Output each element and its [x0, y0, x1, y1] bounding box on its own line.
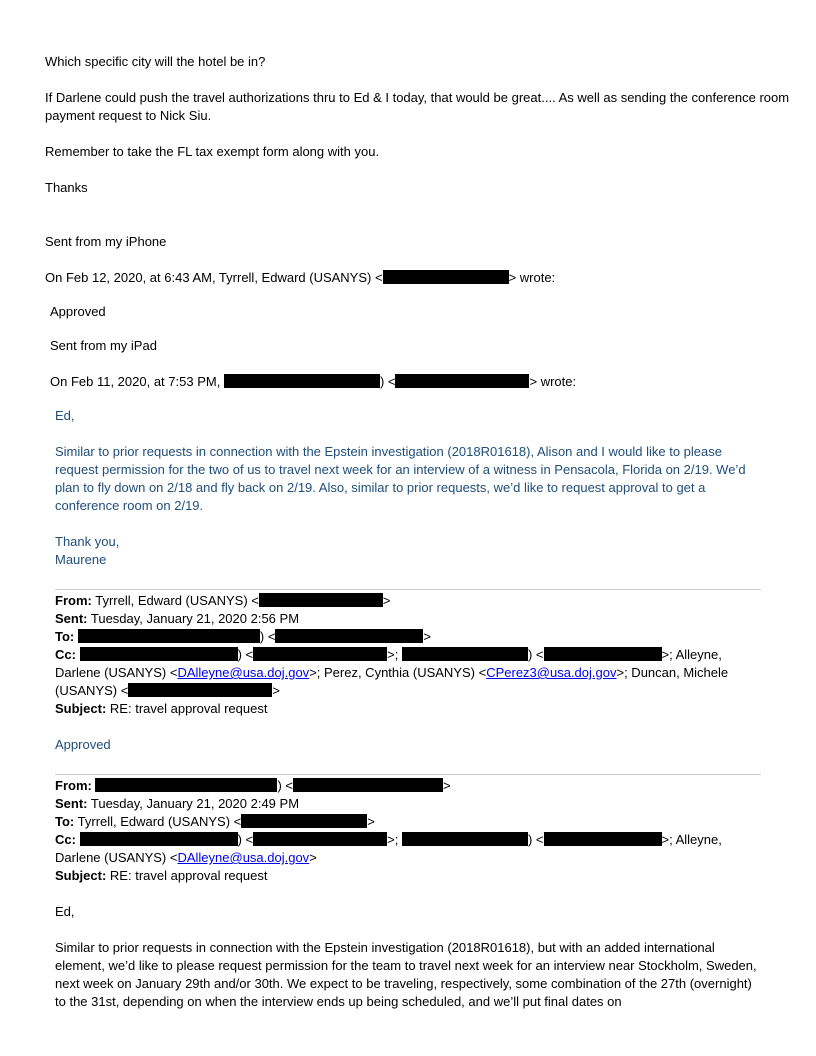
reply-header-prefix: On Feb 11, 2020, at 7:53 PM, — [50, 374, 221, 389]
msg4-cc-line — [55, 831, 722, 849]
cc-sep: >; — [387, 832, 399, 847]
email-link-cperez[interactable]: CPerez3@usa.doj.gov — [486, 665, 617, 680]
redaction-block — [80, 832, 238, 846]
separator-line — [55, 774, 761, 775]
msg4-from-line — [55, 777, 451, 795]
redaction-block — [78, 629, 260, 643]
msg4-sent-line — [55, 795, 299, 813]
cc-tail: >; Alleyne, — [661, 832, 722, 847]
cc-mid: ) < — [527, 647, 544, 662]
email-link-dalleyne[interactable]: DAlleyne@usa.doj.gov — [177, 665, 310, 680]
msg3-cc-line — [55, 646, 722, 664]
to-label: To: — [55, 814, 75, 829]
from-value: Tyrrell, Edward (USANYS) < — [95, 593, 259, 608]
hotel-city-question: Which specific city will the hotel be in? — [45, 54, 266, 69]
redaction-block — [293, 778, 443, 792]
to-close: > — [423, 629, 432, 644]
sent-label: Sent: — [55, 611, 88, 626]
signature-name: Maurene — [55, 552, 107, 567]
redaction-block — [544, 832, 662, 846]
reply-header-suffix: > wrote: — [529, 374, 577, 389]
sent-value: Tuesday, January 21, 2020 2:49 PM — [90, 796, 300, 811]
approved-text: Approved — [50, 304, 106, 319]
redaction-block — [275, 629, 423, 643]
cc-label: Cc: — [55, 832, 76, 847]
redaction-block — [383, 270, 509, 284]
redaction-block — [253, 832, 387, 846]
from-mid: ) < — [277, 778, 294, 793]
redaction-block — [80, 647, 238, 661]
travel-authorization-paragraph: If Darlene could push the travel authorizations thru to Ed & I today, that would be great.... As well as sending the conference room payment request to Nick Siu. — [45, 90, 790, 123]
from-label: From: — [55, 778, 92, 793]
to-value: Tyrrell, Edward (USANYS) < — [77, 814, 242, 829]
cc-text: Darlene (USANYS) < — [55, 850, 178, 865]
redaction-block — [259, 593, 383, 607]
cc-sep: >; — [387, 647, 399, 662]
thank-you-text: Thank you, — [55, 534, 120, 549]
reply-request-body: Similar to prior requests in connection with the Epstein investigation (2018R01618), Alison and I would like to please request permission for the two of us to travel next week for an interview of a witness in Pensacola, Florida on 2/19. We’d plan to fly down on 2/18 and fly back on 2/19. Also, similar to prior requests, we’d like to request approval to get a conference room on 2/19. — [55, 444, 746, 513]
thanks-text: Thanks — [45, 180, 88, 195]
msg4-request-body: Similar to prior requests in connection with the Epstein investigation (2018R01618), but with an added international element, we’d like to please request permission for the team to travel next week for an interview near Stockholm, Sweden, next week on January 29th and/or 30th. We expect to be traveling, respectively, some combination of the 27th (overnight) to the 31st, depending on when the interview ends up being scheduled, and we’ll put final dates on — [55, 940, 757, 1009]
from-label: From: — [55, 593, 92, 608]
to-mid: ) < — [259, 629, 276, 644]
to-close: > — [367, 814, 375, 829]
from-close: > — [382, 593, 391, 608]
cc-tail: >; Alleyne, — [661, 647, 722, 662]
cc-label: Cc: — [55, 647, 76, 662]
cc-text: Darlene (USANYS) < — [55, 665, 178, 680]
reply-header-mid: ) < — [379, 374, 396, 389]
redaction-block — [95, 778, 277, 792]
cc-close: > — [272, 683, 280, 698]
cc-text: (USANYS) < — [55, 683, 129, 698]
sent-from-ipad: Sent from my iPad — [50, 338, 157, 353]
cc-mid: ) < — [237, 647, 254, 662]
reply-header-feb11 — [50, 373, 576, 391]
redaction-block — [224, 374, 380, 388]
sent-label: Sent: — [55, 796, 88, 811]
sent-from-iphone: Sent from my iPhone — [45, 234, 167, 249]
reply-greeting: Ed, — [55, 408, 75, 423]
redaction-block — [402, 832, 528, 846]
redaction-block — [402, 647, 528, 661]
redaction-block — [253, 647, 387, 661]
reply-header-prefix: On Feb 12, 2020, at 6:43 AM, Tyrrell, Edward (USANYS) < — [45, 270, 383, 285]
reply-header-feb12 — [45, 269, 555, 287]
separator-line — [55, 589, 761, 590]
redaction-block — [241, 814, 367, 828]
sent-value: Tuesday, January 21, 2020 2:56 PM — [90, 611, 300, 626]
msg4-cc-line-2 — [55, 849, 317, 867]
msg3-from-line — [55, 592, 390, 610]
to-label: To: — [55, 629, 75, 644]
msg3-cc-line-2 — [55, 664, 728, 682]
msg3-to-line — [55, 628, 431, 646]
msg3-subject-line — [55, 700, 267, 718]
redaction-block — [395, 374, 529, 388]
msg4-to-line — [55, 813, 375, 831]
cc-text: >; Duncan, Michele — [616, 665, 729, 680]
subject-value: RE: travel approval request — [109, 701, 268, 716]
redaction-block — [544, 647, 662, 661]
cc-text: >; Perez, Cynthia (USANYS) < — [309, 665, 487, 680]
msg4-subject-line — [55, 867, 267, 885]
from-close: > — [443, 778, 451, 793]
subject-label: Subject: — [55, 868, 107, 883]
cc-text: > — [309, 850, 317, 865]
msg3-sent-line — [55, 610, 299, 628]
msg3-approved-text: Approved — [55, 737, 111, 752]
msg4-greeting: Ed, — [55, 904, 75, 919]
reply-header-suffix: > wrote: — [508, 270, 556, 285]
cc-mid: ) < — [237, 832, 254, 847]
subject-label: Subject: — [55, 701, 107, 716]
cc-mid: ) < — [527, 832, 544, 847]
msg3-cc-line-3 — [55, 682, 280, 700]
redaction-block — [128, 683, 272, 697]
email-link-dalleyne[interactable]: DAlleyne@usa.doj.gov — [177, 850, 310, 865]
subject-value: RE: travel approval request — [109, 868, 268, 883]
tax-exempt-reminder: Remember to take the FL tax exempt form along with you. — [45, 144, 380, 159]
